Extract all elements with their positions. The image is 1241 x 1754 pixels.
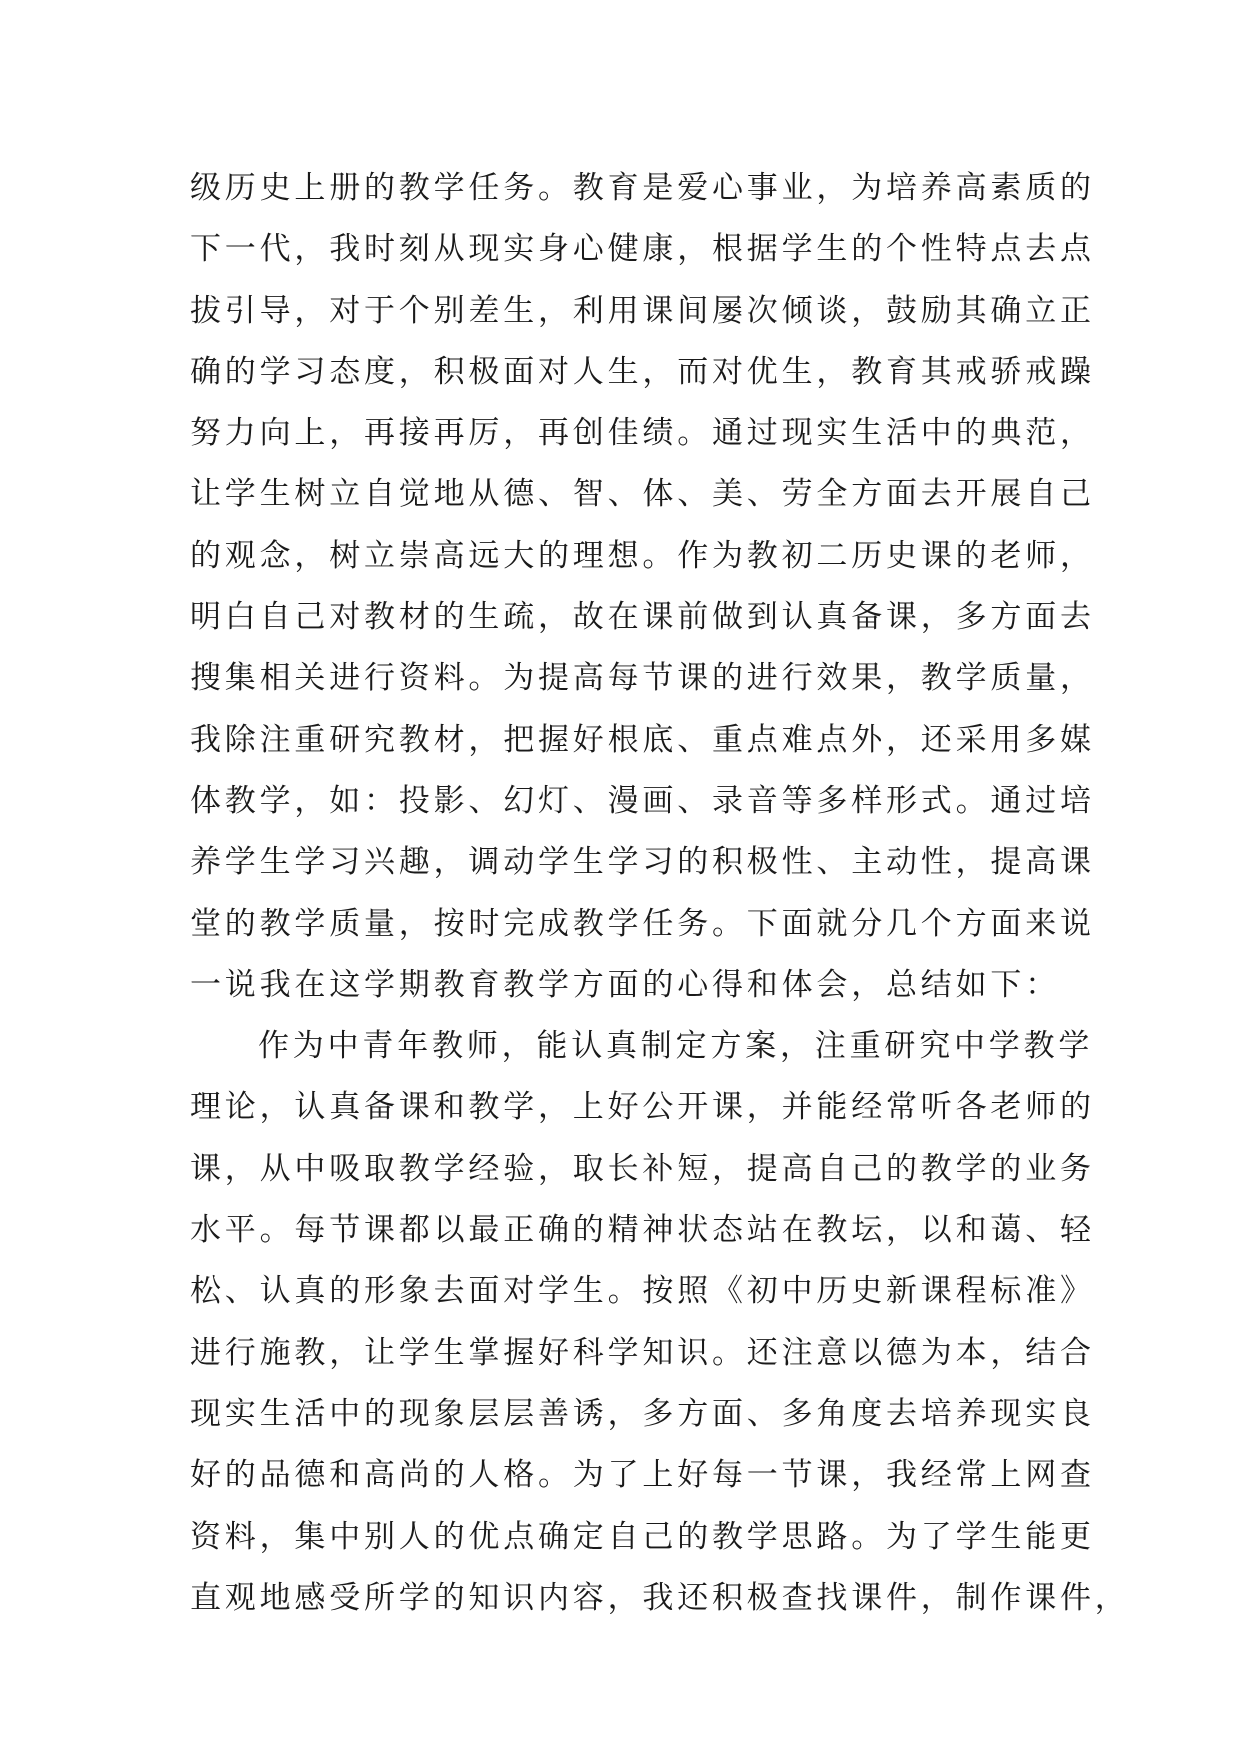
text-line: 资料，集中别人的优点确定自己的教学思路。为了学生能更 bbox=[190, 1518, 1095, 1555]
text-line: 现实生活中的现象层层善诱，多方面、多角度去培养现实良 bbox=[190, 1395, 1095, 1432]
text-line: 养学生学习兴趣，调动学生学习的积极性、主动性，提高课 bbox=[190, 844, 1095, 881]
text-line: 好的品德和高尚的人格。为了上好每一节课，我经常上网查 bbox=[190, 1457, 1095, 1494]
text-line: 体教学，如：投影、幻灯、漫画、录音等多样形式。通过培 bbox=[190, 782, 1095, 819]
body-text bbox=[190, 158, 1130, 1629]
text-line: 课，从中吸取教学经验，取长补短，提高自己的教学的业务 bbox=[190, 1150, 1095, 1187]
text-line: 的观念，树立崇高远大的理想。作为教初二历史课的老师， bbox=[190, 537, 1095, 574]
text-line: 努力向上，再接再厉，再创佳绩。通过现实生活中的典范， bbox=[190, 415, 1095, 452]
text-line: 让学生树立自觉地从德、智、体、美、劳全方面去开展自己 bbox=[190, 476, 1095, 513]
text-line: 确的学习态度，积极面对人生，而对优生，教育其戒骄戒躁 bbox=[190, 353, 1095, 390]
text-line: 拔引导，对于个别差生，利用课间屡次倾谈，鼓励其确立正 bbox=[190, 292, 1095, 329]
text-line: 我除注重研究教材，把握好根底、重点难点外，还采用多媒 bbox=[190, 721, 1095, 758]
text-line: 一说我在这学期教育教学方面的心得和体会，总结如下： bbox=[190, 966, 1060, 1003]
text-line: 下一代，我时刻从现实身心健康，根据学生的个性特点去点 bbox=[190, 231, 1095, 268]
text-line: 搜集相关进行资料。为提高每节课的进行效果，教学质量， bbox=[190, 660, 1095, 697]
text-line: 松、认真的形象去面对学生。按照《初中历史新课程标准》 bbox=[190, 1273, 1095, 1310]
paragraph-first-line: 作为中青年教师，能认真制定方案，注重研究中学教学 bbox=[258, 1028, 1094, 1065]
text-line: 堂的教学质量，按时完成教学任务。下面就分几个方面来说 bbox=[190, 905, 1095, 942]
text-line: 明白自己对教材的生疏，故在课前做到认真备课，多方面去 bbox=[190, 599, 1095, 636]
text-line: 理论，认真备课和教学，上好公开课，并能经常听各老师的 bbox=[190, 1089, 1095, 1126]
text-line: 直观地感受所学的知识内容，我还积极查找课件，制作课件， bbox=[190, 1579, 1130, 1616]
text-line: 水平。每节课都以最正确的精神状态站在教坛，以和蔼、轻 bbox=[190, 1212, 1095, 1249]
text-line: 进行施教，让学生掌握好科学知识。还注意以德为本，结合 bbox=[190, 1334, 1095, 1371]
text-line: 级历史上册的教学任务。教育是爱心事业，为培养高素质的 bbox=[190, 170, 1095, 206]
